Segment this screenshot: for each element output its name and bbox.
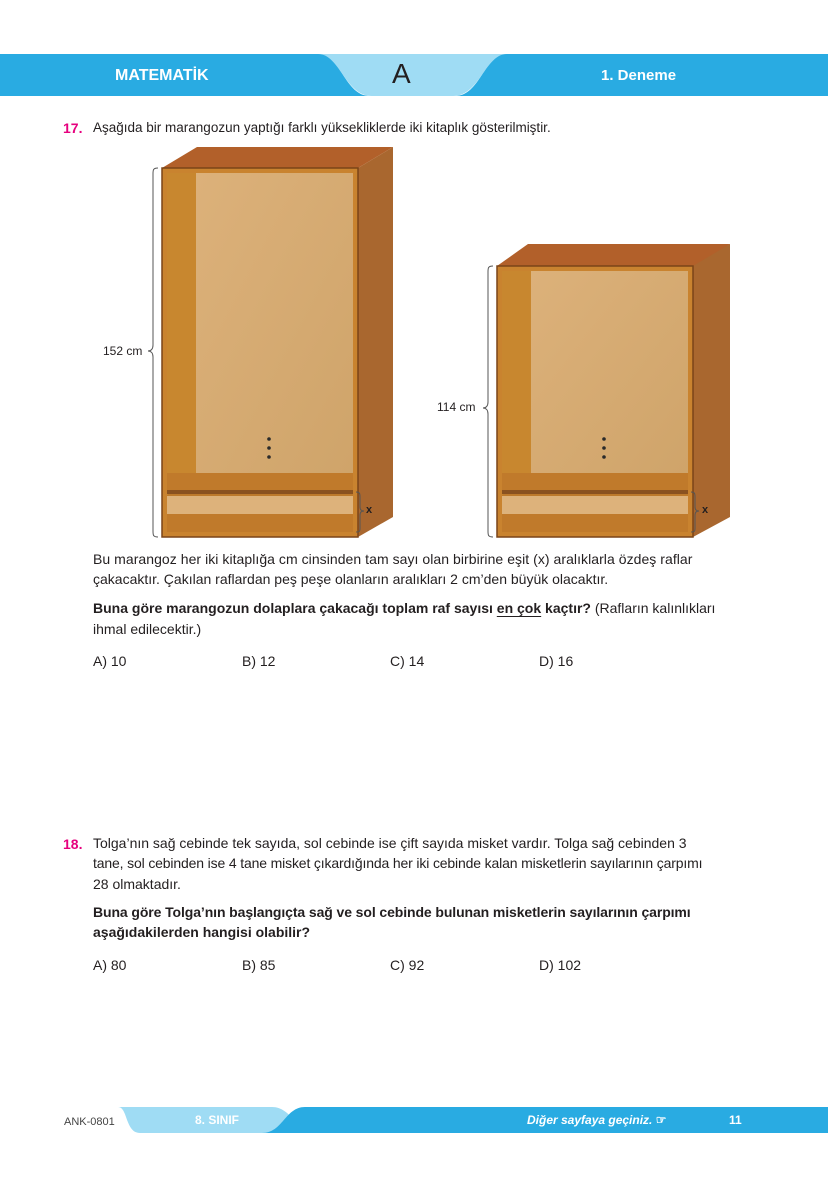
option-letter: A) bbox=[93, 957, 107, 973]
pointing-hand-icon: ☞ bbox=[655, 1113, 667, 1127]
question-17-prompt-post: kaçtır? bbox=[541, 600, 591, 616]
q18-option-b[interactable] bbox=[242, 957, 275, 973]
option-value: 85 bbox=[259, 957, 276, 973]
option-letter: C) bbox=[390, 957, 405, 973]
short-gap-label: x bbox=[702, 504, 709, 516]
option-letter: B) bbox=[242, 653, 256, 669]
question-18-number: 18. bbox=[63, 836, 83, 852]
question-17-body-line1: Bu marangoz her iki kitaplığa cm cinsinden tam sayı olan birbirine eşit (x) aralıklarla özdeş raflar bbox=[93, 551, 693, 567]
tall-gap-label: x bbox=[366, 504, 373, 516]
q17-option-d[interactable] bbox=[539, 653, 573, 669]
option-letter: A) bbox=[93, 653, 107, 669]
exam-name: 1. Deneme bbox=[601, 67, 677, 84]
footer-banner-shape bbox=[0, 1100, 828, 1140]
question-17-note: (Rafların kalınlıkları bbox=[590, 600, 716, 616]
bookcase-figure bbox=[90, 140, 750, 545]
option-value: 14 bbox=[408, 653, 425, 669]
option-letter: D) bbox=[539, 653, 554, 669]
q18-option-c[interactable] bbox=[390, 957, 424, 973]
q17-option-b[interactable] bbox=[242, 653, 275, 669]
option-value: 12 bbox=[259, 653, 276, 669]
short-height-label: 114 cm bbox=[437, 400, 476, 414]
short-bookcase bbox=[497, 244, 730, 537]
q18-option-a[interactable] bbox=[93, 957, 126, 973]
question-18-line2: tane, sol cebinden ise 4 tane misket çıkardığında her iki cebinde kalan misketlerin sayılarının çarpımı bbox=[93, 855, 703, 871]
option-value: 16 bbox=[557, 653, 574, 669]
question-17-body-line2: çakacaktır. Çakılan raflardan peş peşe olanların aralıkları 2 cm’den büyük olacaktır. bbox=[93, 571, 609, 587]
tall-height-brace bbox=[148, 168, 158, 537]
question-17-prompt bbox=[93, 598, 753, 619]
q17-option-a[interactable] bbox=[93, 653, 126, 669]
option-value: 10 bbox=[110, 653, 127, 669]
q17-option-c[interactable] bbox=[390, 653, 424, 669]
question-17-note-line2: ihmal edilecektir.) bbox=[93, 621, 202, 637]
option-letter: C) bbox=[390, 653, 405, 669]
tall-bookcase bbox=[162, 147, 393, 537]
next-page-text bbox=[527, 1113, 667, 1127]
header-bar bbox=[0, 0, 828, 100]
subject-title: MATEMATİK bbox=[115, 67, 209, 84]
booklet-letter: A bbox=[392, 58, 411, 89]
option-value: 102 bbox=[557, 957, 582, 973]
short-height-brace bbox=[483, 266, 493, 537]
option-value: 80 bbox=[110, 957, 127, 973]
question-18-prompt-line1: Buna göre Tolga’nın başlangıçta sağ ve sol cebinde bulunan misketlerin sayılarının çarpımı bbox=[93, 904, 691, 920]
question-17-emphasis: en çok bbox=[496, 600, 542, 616]
question-17-prompt-pre: Buna göre marangozun dolaplara çakacağı toplam raf sayısı bbox=[93, 600, 497, 616]
header-banner-shape bbox=[0, 0, 828, 100]
q18-option-d[interactable] bbox=[539, 957, 581, 973]
question-18-prompt-line2: aşağıdakilerden hangisi olabilir? bbox=[93, 924, 311, 940]
option-value: 92 bbox=[408, 957, 425, 973]
question-17-number: 17. bbox=[63, 120, 83, 136]
option-letter: D) bbox=[539, 957, 554, 973]
question-18-line1: Tolga’nın sağ cebinde tek sayıda, sol cebinde ise çift sayıda misket vardır. Tolga sağ cebinden 3 bbox=[93, 835, 687, 851]
grade-label: 8. SINIF bbox=[195, 1113, 240, 1127]
booklet-code: ANK-0801 bbox=[64, 1116, 115, 1128]
next-page-label: Diğer sayfaya geçiniz. bbox=[527, 1113, 653, 1127]
tall-height-label: 152 cm bbox=[103, 344, 143, 358]
question-18-line3: 28 olmaktadır. bbox=[93, 876, 181, 892]
question-17-intro: Aşağıda bir marangozun yaptığı farklı yüksekliklerde iki kitaplık gösterilmiştir. bbox=[93, 120, 551, 135]
page-number: 11 bbox=[729, 1113, 742, 1127]
option-letter: B) bbox=[242, 957, 256, 973]
